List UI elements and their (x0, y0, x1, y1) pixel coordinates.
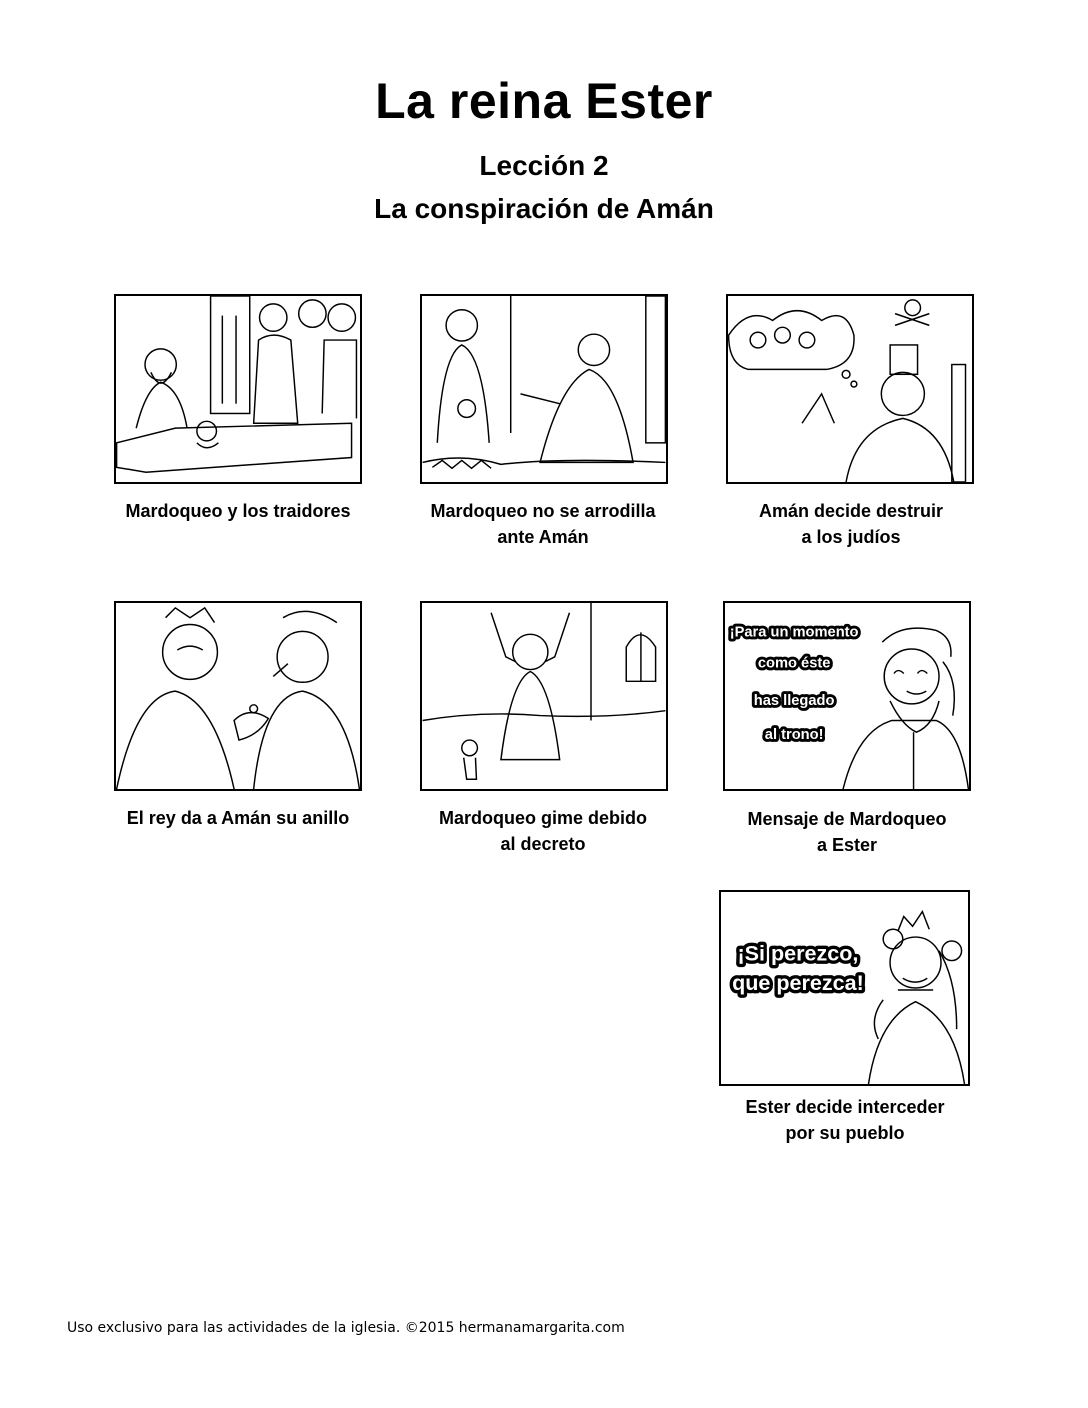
panel-2 (420, 294, 668, 484)
mordecai-not-kneeling-illustration (422, 296, 666, 482)
esther-decides-illustration (721, 892, 968, 1084)
panel-3-caption: Amán decide destruir a los judíos (758, 501, 944, 547)
speech-bubble-line-4: al trono! (764, 727, 824, 744)
panel-5-caption: Mardoqueo gime debido al decreto (438, 808, 647, 854)
footer-copyright: Uso exclusivo para las actividades de la iglesia. ©2015 hermanamargarita.com (67, 1320, 625, 1336)
speech-bubble-line-3: has llegado (753, 692, 835, 709)
lesson-subtitle: La conspiración de Amán (374, 193, 714, 224)
panel-4-caption: El rey da a Amán su anillo (126, 808, 350, 828)
panel-2-caption: Mardoqueo no se arrodilla ante Amán (430, 501, 656, 547)
page-title: La reina Ester (375, 73, 713, 129)
panel-1-caption: Mardoqueo y los traidores (125, 501, 351, 521)
speech-bubble-line-1: ¡Si perezco, (737, 940, 859, 966)
panel-6-caption: Mensaje de Mardoqueo a Ester (747, 809, 947, 855)
panel-3 (726, 294, 974, 484)
mordecai-and-traitors-illustration (116, 296, 360, 482)
king-gives-ring-illustration (116, 603, 360, 789)
panel-4 (114, 601, 362, 791)
panel-7-caption: Ester decide interceder por su pueblo (745, 1097, 945, 1143)
mordecai-message-illustration (725, 603, 969, 789)
panel-1 (114, 294, 362, 484)
speech-bubble-line-2: que perezca! (732, 969, 864, 995)
speech-bubble-line-1: ¡Para un momento (729, 624, 859, 641)
speech-bubble-line-2: como éste (757, 655, 831, 672)
lesson-number: Lección 2 (479, 150, 609, 181)
haman-plotting-illustration (728, 296, 972, 482)
panel-7 (719, 890, 970, 1086)
mordecai-mourning-illustration (422, 603, 666, 789)
panel-5 (420, 601, 668, 791)
panel-6 (723, 601, 971, 791)
